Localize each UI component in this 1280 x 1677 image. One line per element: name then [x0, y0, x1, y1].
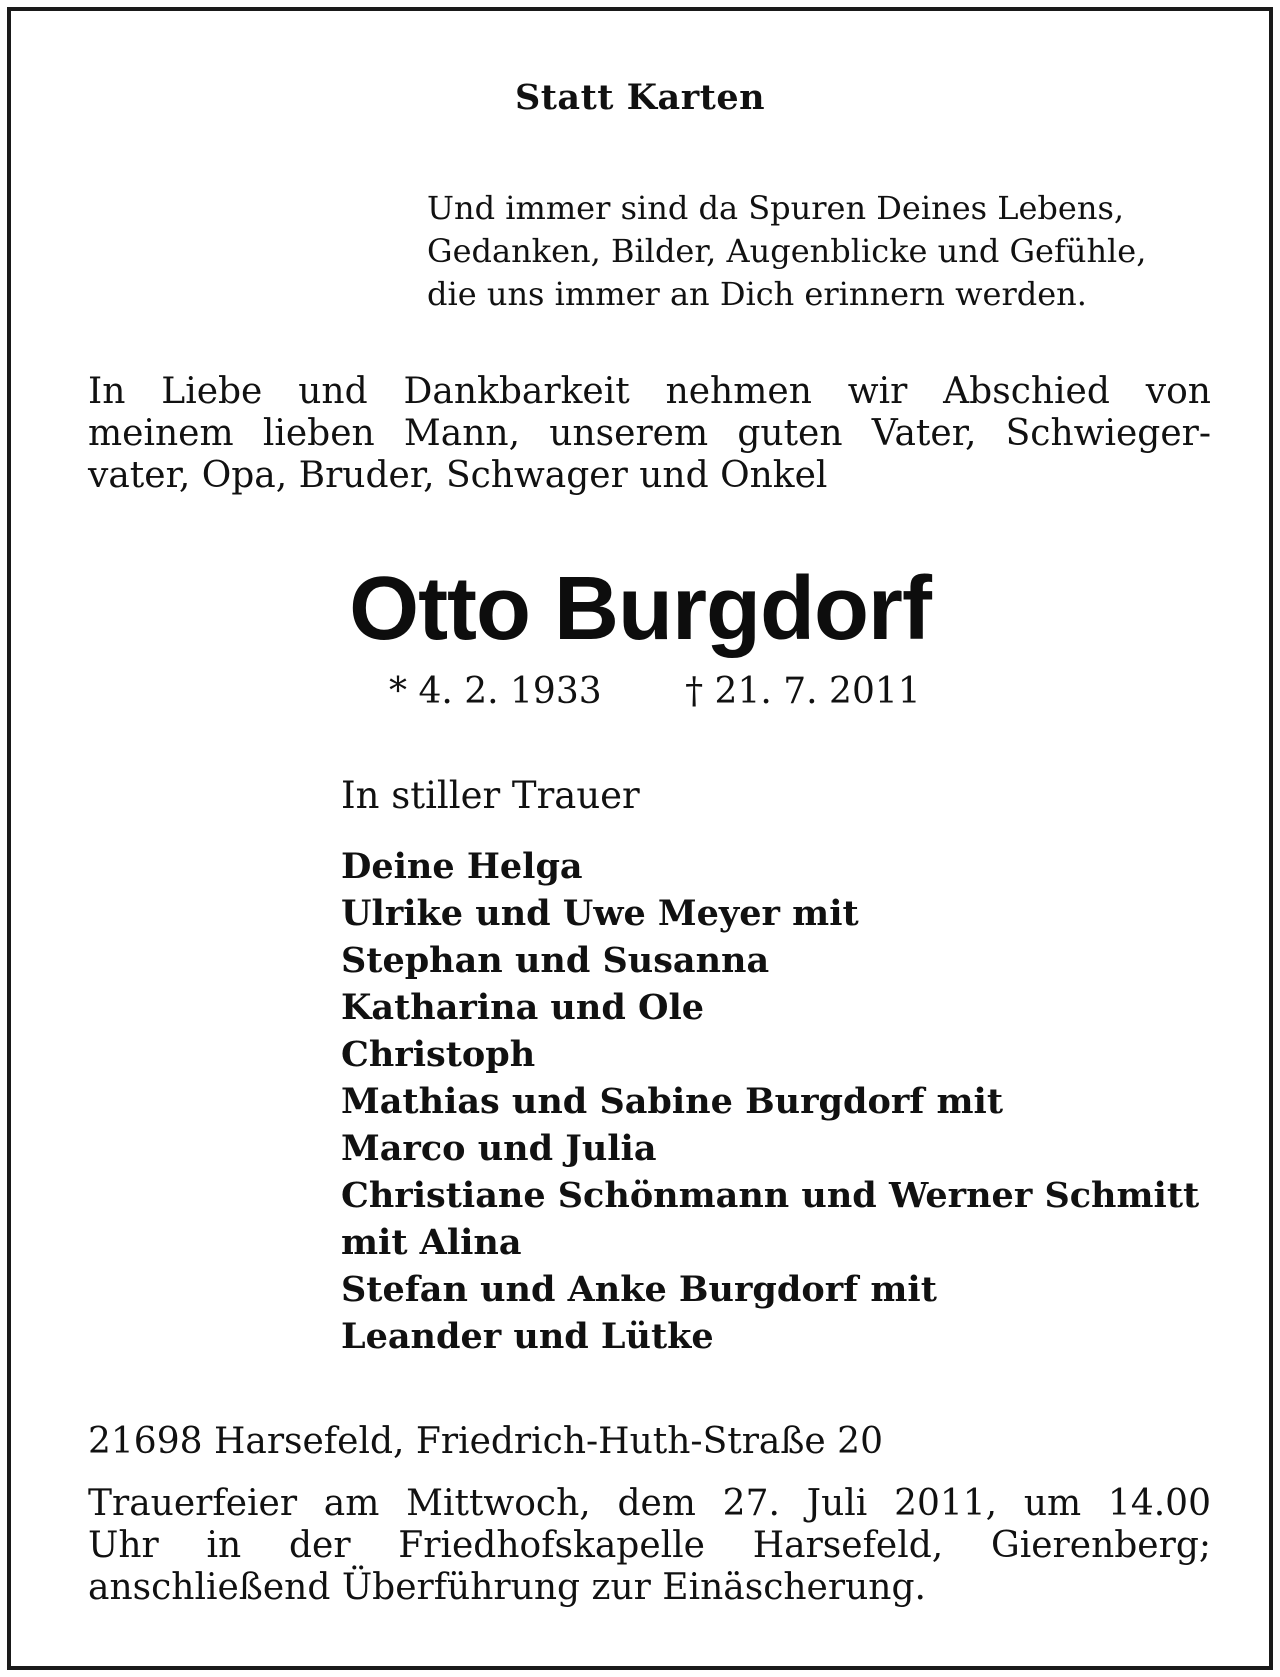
funeral-line: Trauerfeier am Mittwoch, dem 27. Juli 2011, um 14.00	[88, 1483, 1211, 1524]
verse-line: Und immer sind da Spuren Deines Lebens,	[427, 189, 1125, 227]
mourning-phrase: In stiller Trauer	[341, 774, 640, 817]
family-member: Mathias und Sabine Burgdorf mit	[341, 1081, 1004, 1122]
family-member: Stephan und Susanna	[341, 940, 770, 981]
family-member: Stefan und Anke Burgdorf mit	[341, 1269, 937, 1310]
family-member: Katharina und Ole	[341, 987, 705, 1028]
verse-line: die uns immer an Dich erinnern werden.	[427, 275, 1087, 313]
family-list	[341, 843, 1199, 1360]
intro-line: vater, Opa, Bruder, Schwager und Onkel	[88, 455, 828, 496]
intro-line: meinem lieben Mann, unserem guten Vater, Schwieger-	[88, 413, 1211, 454]
family-member: Leander und Lütke	[341, 1316, 714, 1357]
family-member: Christoph	[341, 1034, 536, 1075]
life-dates	[389, 671, 921, 712]
funeral-line: anschließend Überführung zur Einäscherung.	[88, 1567, 926, 1608]
intro-paragraph	[88, 371, 1211, 497]
verse-line: Gedanken, Bilder, Augenblicke und Gefühle,	[427, 232, 1147, 270]
deceased-name: Otto Burgdorf	[349, 559, 931, 659]
funeral-line: Uhr in der Friedhofskapelle Harsefeld, Gierenberg;	[88, 1525, 1211, 1566]
funeral-details	[88, 1483, 1211, 1609]
family-member: Christiane Schönmann und Werner Schmitt	[341, 1175, 1200, 1216]
memorial-verse	[427, 187, 1227, 316]
header-statt-karten: Statt Karten	[514, 77, 766, 118]
intro-line: In Liebe und Dankbarkeit nehmen wir Abschied von	[88, 371, 1211, 412]
family-member: Marco und Julia	[341, 1128, 657, 1169]
obituary-notice	[7, 7, 1273, 1670]
family-member: mit Alina	[341, 1222, 522, 1263]
birth-date: * 4. 2. 1933	[389, 671, 602, 712]
family-member: Ulrike und Uwe Meyer mit	[341, 893, 859, 934]
family-member: Deine Helga	[341, 846, 583, 887]
address: 21698 Harsefeld, Friedrich-Huth-Straße 20	[88, 1421, 883, 1462]
death-date: † 21. 7. 2011	[685, 671, 921, 712]
